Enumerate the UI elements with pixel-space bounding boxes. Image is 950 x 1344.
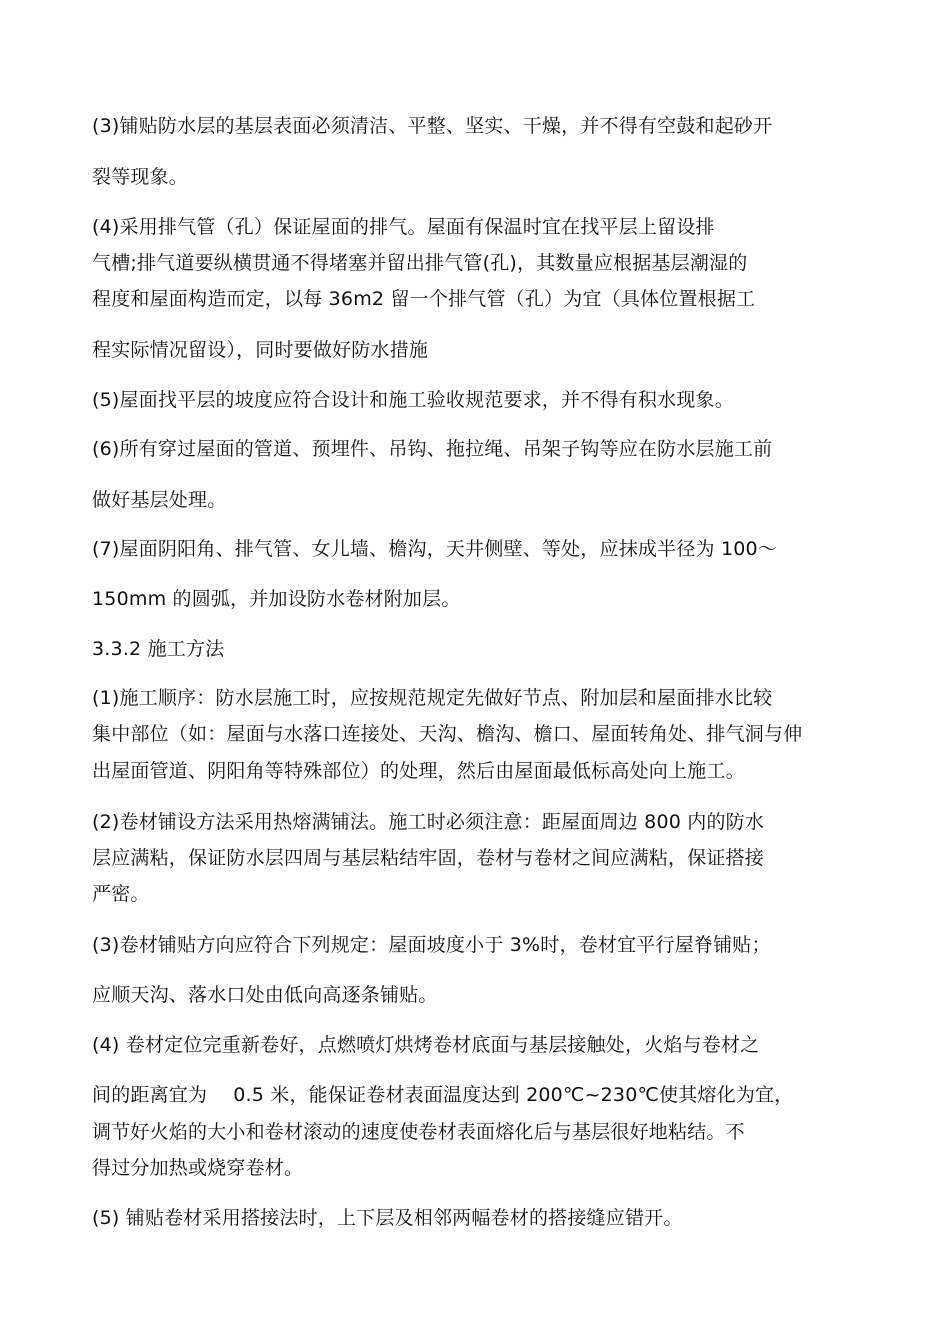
paragraph-7-line-2: 150mm 的圆弧，并加设防水卷材附加层。 bbox=[92, 588, 461, 610]
method-5-line-1: (5) 铺贴卷材采用搭接法时，上下层及相邻两幅卷材的搭接缝应错开。 bbox=[92, 1207, 683, 1229]
method-2-line-2: 层应满粘，保证防水层四周与基层粘结牢固，卷材与卷材之间应满粘，保证搭接 bbox=[92, 847, 765, 869]
paragraph-6-line-2: 做好基层处理。 bbox=[92, 489, 227, 511]
paragraph-7-line-1: (7)屋面阴阳角、排气管、女儿墙、檐沟，天井侧壁、等处，应抹成半径为 100～ bbox=[92, 538, 778, 560]
method-2-line-3: 严密。 bbox=[92, 883, 150, 905]
method-4-line-3: 调节好火焰的大小和卷材滚动的速度使卷材表面熔化后与基层很好地粘结。不 bbox=[92, 1121, 745, 1143]
section-heading: 3.3.2 施工方法 bbox=[92, 638, 225, 660]
method-4-line-2-part-a: 间的距离宜为 bbox=[92, 1084, 208, 1106]
method-3-line-1: (3)卷材铺贴方向应符合下列规定：屋面坡度小于 3%时，卷材宜平行屋脊铺贴； bbox=[92, 934, 771, 956]
method-4-line-4: 得过分加热或烧穿卷材。 bbox=[92, 1157, 304, 1179]
method-1-line-3: 出屋面管道、阴阳角等特殊部位）的处理，然后由屋面最低标高处向上施工。 bbox=[92, 760, 745, 782]
paragraph-3-line-1: (3)铺贴防水层的基层表面必须清洁、平整、坚实、干燥，并不得有空鼓和起砂开 bbox=[92, 115, 773, 137]
method-4-line-1: (4) 卷材定位完重新卷好，点燃喷灯烘烤卷材底面与基层接触处，火焰与卷材之 bbox=[92, 1034, 760, 1056]
method-2-line-1: (2)卷材铺设方法采用热熔满铺法。施工时必须注意：距屋面周边 800 内的防水 bbox=[92, 811, 765, 833]
method-3-line-2: 应顺天沟、落水口处由低向高逐条铺贴。 bbox=[92, 984, 438, 1006]
paragraph-4-line-2: 气槽;排气道要纵横贯通不得堵塞并留出排气管(孔)，其数量应根据基层潮湿的 bbox=[92, 252, 748, 274]
paragraph-6-line-1: (6)所有穿过屋面的管道、预埋件、吊钩、拖拉绳、吊架子钩等应在防水层施工前 bbox=[92, 438, 773, 460]
paragraph-4-line-3: 程度和屋面构造而定，以每 36m2 留一个排气管（孔）为宜（具体位置根据工 bbox=[92, 288, 756, 310]
paragraph-4-line-1: (4)采用排气管（孔）保证屋面的排气。屋面有保温时宜在找平层上留设排 bbox=[92, 216, 715, 238]
method-4-line-2-part-b: 0.5 米，能保证卷材表面温度达到 200℃~230℃使其熔化为宜， bbox=[233, 1084, 794, 1106]
method-1-line-1: (1)施工顺序：防水层施工时，应按规范规定先做好节点、附加层和屋面排水比较 bbox=[92, 687, 773, 709]
paragraph-3-line-2: 裂等现象。 bbox=[92, 166, 189, 188]
paragraph-4-line-4: 程实际情况留设），同时要做好防水措施 bbox=[92, 339, 429, 361]
paragraph-5-line-1: (5)屋面找平层的坡度应符合设计和施工验收规范要求，并不得有积水现象。 bbox=[92, 389, 734, 411]
method-1-line-2: 集中部位（如：屋面与水落口连接处、天沟、檐沟、檐口、屋面转角处、排气洞与伸 bbox=[92, 723, 803, 745]
method-4-line-2 bbox=[92, 1083, 793, 1107]
